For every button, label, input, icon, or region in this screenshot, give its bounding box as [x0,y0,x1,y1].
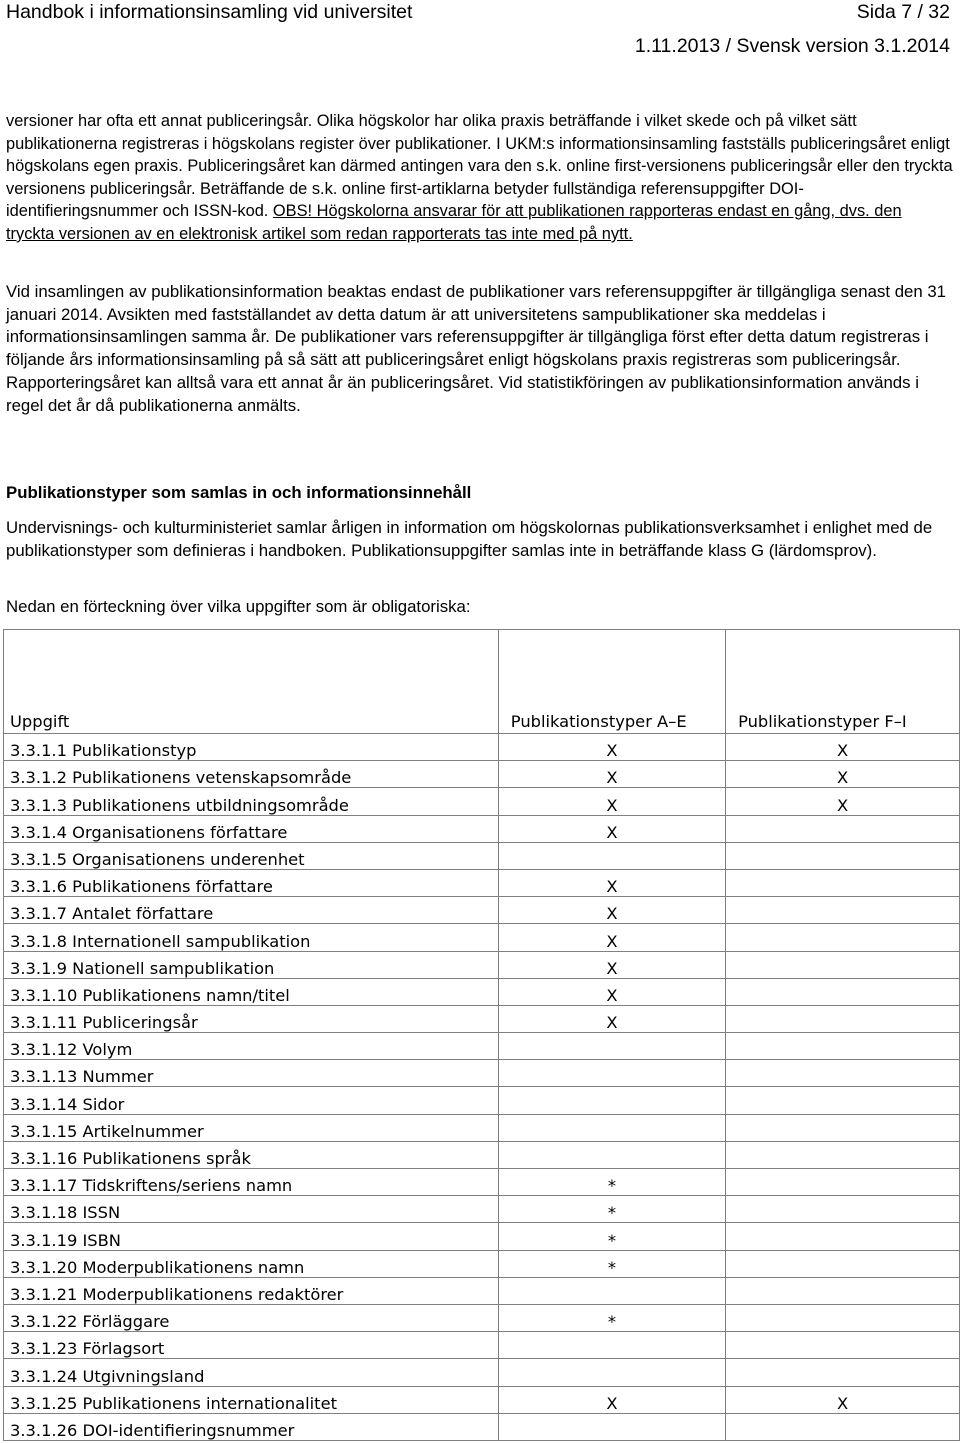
table-row [4,1277,960,1304]
field-name-cell: 3.3.1.25 Publikationens internationalitet [4,1386,499,1413]
table-row [4,1005,960,1032]
field-name-cell: 3.3.1.23 Förlagsort [4,1332,499,1359]
field-name-cell: 3.3.1.11 Publiceringsår [4,1005,499,1032]
paragraph-list-intro: Nedan en förteckning över vilka uppgifter som är obligatoriska: [6,597,471,616]
document-title: Handbok i informationsinsamling vid universitet [6,1,413,23]
types-a-e-cell [498,1332,725,1359]
types-a-e-cell: X [498,951,725,978]
types-f-i-cell [726,1359,960,1386]
table-header-row [4,630,960,734]
types-f-i-cell [726,1114,960,1141]
table-row [4,1359,960,1386]
field-name-cell: 3.3.1.9 Nationell sampublikation [4,951,499,978]
types-f-i-cell: X [726,734,960,761]
types-a-e-cell [498,1359,725,1386]
field-name-cell: 3.3.1.19 ISBN [4,1223,499,1250]
types-f-i-cell [726,1087,960,1114]
table-row [4,869,960,896]
field-name-cell: 3.3.1.16 Publikationens språk [4,1141,499,1168]
types-a-e-cell [498,1033,725,1060]
types-a-e-cell: * [498,1169,725,1196]
types-f-i-cell [726,1005,960,1032]
table-row [4,1386,960,1413]
table-row [4,842,960,869]
types-a-e-cell: X [498,869,725,896]
types-a-e-cell: X [498,978,725,1005]
types-f-i-cell [726,1250,960,1277]
types-a-e-cell: X [498,788,725,815]
field-name-cell: 3.3.1.20 Moderpublikationens namn [4,1250,499,1277]
mandatory-fields-table [3,629,960,1441]
table-row [4,978,960,1005]
page-number: Sida 7 / 32 [856,1,950,23]
table-row [4,761,960,788]
column-header-types-a-e: Publikationstyper A–E [498,630,725,734]
types-a-e-cell [498,1114,725,1141]
types-a-e-cell: X [498,815,725,842]
types-a-e-cell: * [498,1223,725,1250]
note-underlined: OBS! Högskolorna ansvarar för att publikationen rapporteras endast en gång, dvs. den tryckta versionen av en elektronisk artikel som redan rapporterats tas inte med på nytt. [6,202,902,243]
column-header-types-f-i: Publikationstyper F–I [726,630,960,734]
types-f-i-cell [726,924,960,951]
types-f-i-cell [726,1304,960,1331]
types-f-i-cell [726,1169,960,1196]
types-a-e-cell [498,1087,725,1114]
table-row [4,1033,960,1060]
types-a-e-cell: X [498,1386,725,1413]
types-f-i-cell [726,1060,960,1087]
types-f-i-cell: X [726,1386,960,1413]
types-a-e-cell: X [498,1005,725,1032]
field-name-cell: 3.3.1.8 Internationell sampublikation [4,924,499,951]
types-f-i-cell [726,842,960,869]
types-f-i-cell [726,1141,960,1168]
field-name-cell: 3.3.1.24 Utgivningsland [4,1359,499,1386]
table-row [4,1223,960,1250]
table-row [4,1141,960,1168]
table-row [4,951,960,978]
types-a-e-cell: X [498,924,725,951]
field-name-cell: 3.3.1.3 Publikationens utbildningsområde [4,788,499,815]
field-name-cell: 3.3.1.4 Organisationens författare [4,815,499,842]
types-f-i-cell [726,815,960,842]
types-a-e-cell [498,1141,725,1168]
types-f-i-cell [726,1332,960,1359]
paragraph-publication-year [6,110,954,246]
types-f-i-cell [726,1413,960,1440]
field-name-cell: 3.3.1.2 Publikationens vetenskapsområde [4,761,499,788]
table-row [4,815,960,842]
types-a-e-cell: * [498,1250,725,1277]
field-name-cell: 3.3.1.21 Moderpublikationens redaktörer [4,1277,499,1304]
field-name-cell: 3.3.1.10 Publikationens namn/titel [4,978,499,1005]
field-name-cell: 3.3.1.15 Artikelnummer [4,1114,499,1141]
types-f-i-cell [726,869,960,896]
field-name-cell: 3.3.1.5 Organisationens underenhet [4,842,499,869]
table-row [4,1114,960,1141]
types-f-i-cell: X [726,761,960,788]
types-f-i-cell [726,1277,960,1304]
table-row [4,1250,960,1277]
paragraph-text: versioner har ofta ett annat publiceringsår. Olika högskolor har olika praxis beträffande i vilket skede och på vilket sätt publikationerna registreras i högskolans register över publikationer. I UKM:s informationsinsamling fastställs publiceringsåret enligt högskolans egen praxis. Publiceringsåret kan därmed antingen vara den s.k. online first-versionens publiceringsår eller den tryckta versionens publiceringsår. Beträffande de s.k. online first-artiklarna betyder fullständiga referensuppgifter DOI-identifieringsnummer och ISSN-kod. [6,112,953,221]
types-f-i-cell [726,1223,960,1250]
section-heading: Publikationstyper som samlas in och informationsinnehåll [6,483,472,502]
field-name-cell: 3.3.1.6 Publikationens författare [4,869,499,896]
field-name-cell: 3.3.1.18 ISSN [4,1196,499,1223]
field-name-cell: 3.3.1.13 Nummer [4,1060,499,1087]
table-row [4,788,960,815]
types-a-e-cell [498,1060,725,1087]
types-a-e-cell: X [498,734,725,761]
types-a-e-cell: X [498,897,725,924]
types-a-e-cell [498,1413,725,1440]
column-header-field: Uppgift [4,630,499,734]
field-name-cell: 3.3.1.12 Volym [4,1033,499,1060]
table-row [4,1413,960,1440]
field-name-cell: 3.3.1.26 DOI-identifieringsnummer [4,1413,499,1440]
types-f-i-cell [726,897,960,924]
types-f-i-cell [726,1196,960,1223]
table-row [4,1087,960,1114]
types-f-i-cell [726,978,960,1005]
types-a-e-cell: * [498,1304,725,1331]
table-row [4,1060,960,1087]
types-a-e-cell [498,842,725,869]
table-row [4,924,960,951]
table-row [4,1304,960,1331]
table-row [4,1169,960,1196]
types-f-i-cell [726,1033,960,1060]
field-name-cell: 3.3.1.7 Antalet författare [4,897,499,924]
types-a-e-cell: * [498,1196,725,1223]
table-row [4,1332,960,1359]
field-name-cell: 3.3.1.17 Tidskriftens/seriens namn [4,1169,499,1196]
paragraph-collection-deadline: Vid insamlingen av publikationsinformation beaktas endast de publikationer vars referensuppgifter är tillgängliga senast den 31 januari 2014. Avsikten med fastställandet av detta datum är att universitetens sampublikationer ska meddelas i informationsinsamlingen samma år. De publikationer vars referensuppgifter är tillgängliga först efter detta datum registreras i följande års informationsinsamling på så sätt att publiceringsåret enligt högskolans praxis registreras som publiceringsår. Rapporteringsåret kan alltså vara ett annat år än publiceringsåret. Vid statistikföringen av publikationsinformation används i regel det år då publikationerna anmälts. [6,282,947,415]
types-a-e-cell [498,1277,725,1304]
field-name-cell: 3.3.1.14 Sidor [4,1087,499,1114]
table-row [4,1196,960,1223]
types-f-i-cell [726,951,960,978]
field-name-cell: 3.3.1.1 Publikationstyp [4,734,499,761]
table-row [4,734,960,761]
paragraph-ministry: Undervisnings- och kulturministeriet samlar årligen in information om högskolornas publikationsverksamhet i enlighet med de publikationstyper som definieras i handboken. Publikationsuppgifter samlas inte in beträffande klass G (lärdomsprov). [6,518,933,560]
version-date: 1.11.2013 / Svensk version 3.1.2014 [634,35,950,57]
types-f-i-cell: X [726,788,960,815]
types-a-e-cell: X [498,761,725,788]
field-name-cell: 3.3.1.22 Förläggare [4,1304,499,1331]
table-row [4,897,960,924]
